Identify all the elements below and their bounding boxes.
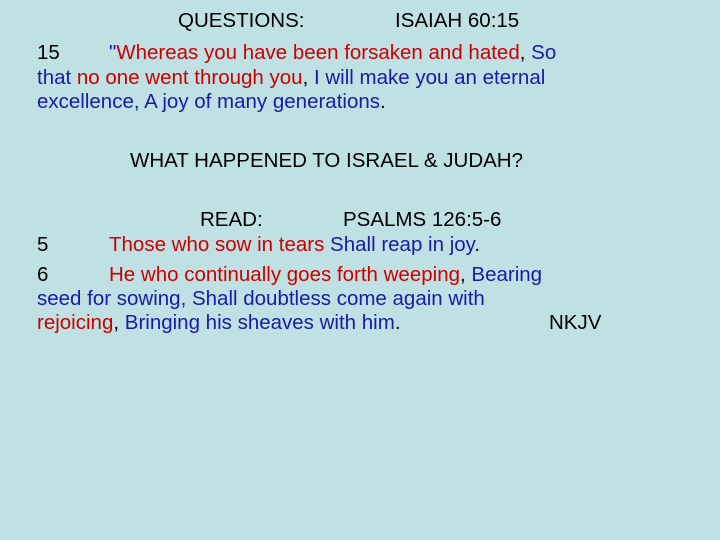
verse-segment: He who continually goes forth weeping <box>109 263 460 286</box>
verse-number: 5 <box>37 233 49 256</box>
verse-segment: , <box>519 41 532 64</box>
verse-segment: that <box>37 66 77 89</box>
verse-segment: no one went through you <box>76 66 303 89</box>
verse-segment: I will make you an eternal <box>313 66 546 89</box>
read-label: READ: <box>200 208 263 231</box>
psalm-verse-6-line-2 <box>37 287 485 311</box>
verse-number: 15 <box>37 41 60 64</box>
verse-text <box>37 311 401 335</box>
psalms-reference: PSALMS 126:5-6 <box>343 208 502 231</box>
verse-segment: Bearing <box>471 263 543 286</box>
verse-segment: , <box>302 66 314 89</box>
verse-segment: Shall reap in joy <box>330 233 475 256</box>
verse-segment: , <box>460 263 472 286</box>
verse-segment: . <box>474 233 481 256</box>
verse-segment: excellence, A joy of many generations <box>37 90 381 113</box>
verse-segment: So <box>531 41 557 64</box>
verse-segment: Whereas you have been forsaken and hated <box>116 41 520 64</box>
verse-segment: Bringing his sheaves with him <box>124 311 395 334</box>
isaiah-verse-line-2 <box>37 66 545 90</box>
verse-segment: Those who sow in tears <box>109 233 331 256</box>
verse-number: 6 <box>37 263 49 286</box>
question-heading: WHAT HAPPENED TO ISRAEL & JUDAH? <box>130 149 524 172</box>
verse-segment: , <box>113 311 125 334</box>
verse-segment: rejoicing <box>37 311 114 334</box>
verse-segment: . <box>380 90 386 113</box>
verse-text <box>109 233 480 257</box>
isaiah-reference: ISAIAH 60:15 <box>395 9 520 32</box>
translation-label: NKJV <box>549 311 602 334</box>
questions-label: QUESTIONS: <box>178 9 305 32</box>
verse-text <box>109 263 542 287</box>
verse-text <box>109 41 556 65</box>
open-quote: " <box>109 41 117 64</box>
verse-segment: seed for sowing, Shall doubtless come again with <box>37 287 485 310</box>
isaiah-verse-line-3 <box>37 90 386 114</box>
verse-segment: . <box>394 311 401 334</box>
